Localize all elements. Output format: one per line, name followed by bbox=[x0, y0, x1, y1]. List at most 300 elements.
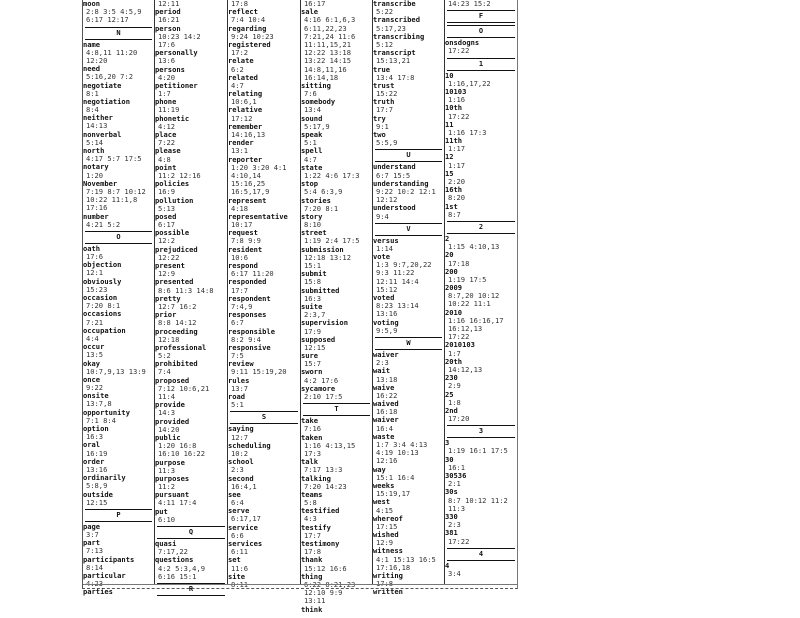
page-line-reference: 10:6 bbox=[231, 252, 249, 262]
page-line-reference: 2:10 17:5 bbox=[304, 392, 343, 401]
page-line-reference: 4:7 bbox=[304, 154, 317, 164]
page-line-reference: 6:11 bbox=[231, 547, 249, 557]
index-term: testified bbox=[301, 506, 340, 516]
page-line-reference: 2:3,7 bbox=[304, 310, 326, 320]
page-line-reference: 5:8,9 bbox=[86, 481, 108, 491]
index-column bbox=[445, 0, 517, 584]
page-line-reference: 12:20 bbox=[86, 55, 108, 65]
page-line-reference: 17:6 bbox=[86, 252, 104, 262]
index-term: representative bbox=[228, 211, 288, 221]
letter-section-header: U bbox=[375, 149, 442, 162]
index-term: period bbox=[155, 7, 181, 17]
index-term: neither bbox=[83, 113, 113, 123]
page-line-reference: 14:13 bbox=[86, 121, 108, 131]
index-term: submit bbox=[301, 269, 327, 279]
index-term: two bbox=[373, 130, 386, 139]
page-line-reference: 4:16 6:1,6,3 bbox=[304, 15, 356, 25]
page-line-reference: 5:2 bbox=[158, 351, 171, 361]
page-line-reference: 5:1 bbox=[304, 138, 317, 148]
letter-section-header: N bbox=[85, 27, 152, 40]
page-line-reference: 7:12 10:6,21 bbox=[158, 383, 210, 393]
index-term: north bbox=[83, 146, 105, 155]
index-term: policies bbox=[155, 179, 190, 189]
page-line-reference: 16:1 bbox=[448, 462, 466, 472]
index-term: number bbox=[83, 211, 109, 221]
page-line-reference: 15:19,17 bbox=[376, 489, 411, 499]
page-bottom-rule bbox=[83, 584, 517, 585]
page-line-reference: 12:9 bbox=[158, 269, 176, 279]
index-term: responses bbox=[228, 310, 267, 320]
index-term: 11 bbox=[445, 119, 454, 129]
index-page bbox=[82, 0, 518, 614]
index-term: provide bbox=[155, 400, 185, 410]
page-line-reference: 4:18 bbox=[231, 203, 249, 213]
page-line-reference: 8:8 14:12 bbox=[158, 318, 197, 328]
index-term: sitting bbox=[301, 80, 331, 90]
page-line-reference: 2:20 bbox=[448, 177, 466, 186]
page-line-reference: 6:22 8:21,23 bbox=[304, 579, 356, 589]
index-term: supervision bbox=[301, 318, 348, 328]
page-line-reference: 16:21 bbox=[158, 15, 180, 25]
index-term: resident bbox=[228, 244, 263, 254]
page-line-reference: 9:24 10:23 bbox=[231, 31, 274, 41]
page-line-reference: 10:17 bbox=[231, 220, 253, 230]
page-line-reference: 13:4 17:8 bbox=[376, 72, 415, 82]
page-line-reference: 3:4 bbox=[448, 568, 461, 578]
index-term: registered bbox=[228, 39, 271, 49]
page-line-reference: 12:18 bbox=[158, 334, 180, 344]
index-term: professional bbox=[155, 342, 207, 352]
index-term: petitioner bbox=[155, 80, 198, 90]
page-line-reference: 16:14,18 bbox=[304, 72, 339, 82]
index-term: teams bbox=[301, 489, 323, 499]
page-line-reference: 6:2 bbox=[231, 64, 244, 74]
index-term: phone bbox=[155, 97, 177, 107]
index-term: 2nd bbox=[445, 405, 458, 415]
index-term: transcribing bbox=[373, 31, 425, 41]
index-term: saying bbox=[228, 424, 254, 434]
index-term: outside bbox=[83, 489, 113, 499]
index-term: testify bbox=[301, 522, 331, 532]
index-term: 20th bbox=[445, 356, 463, 366]
index-term: onsite bbox=[83, 391, 109, 401]
page-line-reference: 4:20 bbox=[158, 72, 176, 82]
index-term: writing bbox=[373, 571, 403, 580]
letter-section-header: R bbox=[157, 583, 225, 596]
page-line-reference: 2:3 bbox=[448, 520, 461, 530]
page-line-reference: 1:22 4:6 17:3 bbox=[304, 170, 360, 180]
index-term: related bbox=[228, 72, 258, 82]
page-line-reference: 7:16 bbox=[304, 424, 322, 434]
page-line-reference: 5:1 bbox=[231, 400, 244, 410]
index-term: proceeding bbox=[155, 326, 198, 336]
page-line-reference: 16:12,13 bbox=[448, 324, 483, 333]
index-term: page bbox=[83, 521, 101, 531]
page-line-reference: 2:9 bbox=[448, 381, 461, 391]
index-term: truth bbox=[373, 97, 395, 107]
page-line-reference: 9:22 bbox=[86, 383, 104, 393]
index-term: serve bbox=[228, 506, 250, 516]
page-line-reference: 15:1 bbox=[304, 261, 322, 270]
page-line-reference: 14:3 bbox=[158, 408, 176, 418]
index-term: relate bbox=[228, 56, 254, 66]
page-line-reference: 2:3 bbox=[231, 465, 244, 475]
index-term: order bbox=[83, 456, 105, 466]
page-line-reference: 1:16 bbox=[448, 95, 466, 105]
page-line-reference: 1:16 17:3 bbox=[448, 127, 487, 137]
page-line-reference: 17:16 bbox=[86, 203, 108, 213]
page-line-reference: 4:7 bbox=[231, 80, 244, 90]
page-line-reference: 6:17,17 bbox=[231, 514, 261, 524]
index-term: moon bbox=[83, 0, 101, 8]
index-term: true bbox=[373, 64, 391, 74]
page-line-reference: 7:13 bbox=[86, 546, 104, 556]
page-line-reference: 13:7,8 bbox=[86, 399, 112, 409]
page-line-reference: 7:21 bbox=[86, 317, 104, 327]
page-line-reference: 1:14 bbox=[376, 243, 394, 253]
page-line-reference: 6:6 bbox=[231, 530, 244, 540]
index-term: 1st bbox=[445, 201, 458, 211]
page-line-reference: 2:1 bbox=[448, 479, 461, 489]
index-term: 10103 bbox=[445, 86, 467, 96]
page-line-reference: 16:9 bbox=[158, 187, 176, 197]
index-term: taken bbox=[301, 432, 323, 442]
page-line-reference: 8:10 bbox=[304, 220, 322, 230]
page-line-reference: 11:3 bbox=[158, 465, 176, 475]
page-line-reference: 15:7 bbox=[304, 359, 322, 369]
index-term: 2010103 bbox=[445, 340, 475, 350]
index-term: voted bbox=[373, 293, 395, 302]
letter-section-header: O bbox=[447, 25, 515, 38]
index-term: sycamore bbox=[301, 383, 336, 393]
page-line-reference: 7:4 bbox=[158, 367, 171, 377]
index-term: occupation bbox=[83, 325, 126, 335]
index-term: understand bbox=[373, 162, 416, 172]
page-line-reference: 17:8 bbox=[376, 579, 394, 589]
index-term: spell bbox=[301, 146, 323, 156]
index-term: occur bbox=[83, 342, 105, 352]
index-term: present bbox=[155, 261, 185, 270]
page-line-reference: 17:22 bbox=[448, 332, 470, 342]
index-term: occasions bbox=[83, 309, 122, 319]
index-term: represent bbox=[228, 195, 267, 205]
index-term: think bbox=[301, 604, 323, 614]
index-term: rules bbox=[228, 375, 250, 385]
index-column bbox=[228, 0, 300, 589]
index-term: understanding bbox=[373, 178, 429, 188]
page-line-reference: 1:16 16:16,17 bbox=[448, 315, 504, 325]
page-line-reference: 11:6 bbox=[231, 563, 249, 573]
index-term: thank bbox=[301, 555, 323, 565]
index-term: negotiate bbox=[83, 80, 122, 90]
index-term: particular bbox=[83, 571, 126, 580]
page-line-reference: 1:7 bbox=[158, 89, 171, 99]
letter-section-header: W bbox=[375, 337, 442, 350]
page-line-reference: 4:21 5:2 bbox=[86, 219, 121, 229]
index-term: 381 bbox=[445, 528, 458, 538]
page-line-reference: 16:17 bbox=[304, 0, 326, 8]
page-line-reference: 15:12 16:6 bbox=[304, 563, 347, 573]
index-term: opportunity bbox=[83, 407, 130, 417]
page-line-reference: 7:4 10:4 bbox=[231, 15, 266, 25]
index-term: versus bbox=[373, 235, 399, 245]
index-term: 30536 bbox=[445, 471, 467, 480]
page-line-reference: 8:7 bbox=[448, 209, 461, 219]
index-term: wished bbox=[373, 530, 399, 540]
page-line-reference: 15:1 16:4 bbox=[376, 472, 415, 482]
index-term: option bbox=[83, 424, 109, 433]
page-line-reference: 13:6 bbox=[158, 56, 176, 66]
page-line-reference: 8:6 11:3 14:8 bbox=[158, 285, 214, 295]
page-line-reference: 7:8 9:9 bbox=[231, 236, 261, 246]
page-line-reference: 1:7 3:4 4:13 bbox=[376, 440, 428, 449]
page-line-reference: 9:11 15:19,20 bbox=[231, 367, 287, 377]
index-term: waive bbox=[373, 382, 395, 392]
page-line-reference: 7:4,9 bbox=[231, 301, 253, 311]
index-column bbox=[373, 0, 444, 597]
index-term: sound bbox=[301, 113, 323, 123]
index-term: need bbox=[83, 64, 101, 74]
index-term: persons bbox=[155, 64, 185, 74]
index-term: sure bbox=[301, 351, 319, 361]
page-line-reference: 3:7 bbox=[86, 530, 99, 540]
page-line-reference: 14:20 bbox=[158, 424, 180, 434]
page-line-reference: 13:18 bbox=[376, 374, 398, 384]
letter-section-header: S bbox=[230, 411, 298, 424]
letter-section-header: F bbox=[447, 10, 515, 23]
page-line-reference: 15:8 bbox=[304, 277, 322, 287]
index-term: request bbox=[228, 228, 258, 238]
page-line-reference: 4:15 bbox=[376, 505, 394, 515]
page-line-reference: 12:15 bbox=[304, 342, 326, 352]
index-term: 2 bbox=[445, 233, 450, 243]
index-term: 30s bbox=[445, 487, 458, 497]
index-term: participants bbox=[83, 554, 135, 564]
page-line-reference: 4:8 bbox=[158, 154, 171, 164]
page-line-reference: 5:16,20 7:2 bbox=[86, 72, 133, 82]
page-line-reference: 8:11 bbox=[231, 579, 249, 589]
page-line-reference: 15:22 bbox=[376, 89, 398, 99]
index-term: respond bbox=[228, 261, 258, 270]
letter-section-header: Q bbox=[157, 526, 225, 539]
page-line-reference: 8:7,20 10:12 bbox=[448, 291, 500, 301]
index-term: ordinarily bbox=[83, 473, 126, 483]
index-term: posed bbox=[155, 211, 177, 221]
index-term: west bbox=[373, 497, 391, 507]
page-line-reference: 15:12 bbox=[376, 284, 398, 294]
page-line-reference: 17:7 bbox=[231, 285, 249, 295]
index-term: November bbox=[83, 178, 118, 188]
index-term: weeks bbox=[373, 480, 395, 490]
page-line-reference: 9:1 bbox=[376, 121, 389, 131]
index-term: transcript bbox=[373, 48, 416, 58]
page-line-reference: 6:16 15:1 bbox=[158, 571, 197, 581]
index-term: submitted bbox=[301, 285, 340, 295]
page-line-reference: 7:1 8:4 bbox=[86, 415, 116, 425]
page-line-reference: 15:23 bbox=[86, 284, 108, 294]
page-line-reference: 10:6,1 bbox=[231, 97, 257, 107]
page-line-reference: 13:5 bbox=[86, 350, 104, 360]
index-term: place bbox=[155, 130, 177, 139]
index-term: vote bbox=[373, 252, 391, 262]
index-term: remember bbox=[228, 121, 263, 131]
page-line-reference: 6:17 bbox=[158, 220, 176, 230]
page-line-reference: 13:1 bbox=[231, 146, 249, 156]
index-term: part bbox=[83, 538, 101, 548]
page-line-reference: 5:14 bbox=[86, 137, 104, 147]
page-line-reference: 1:16 4:13,15 bbox=[304, 440, 356, 450]
letter-section-header: T bbox=[303, 403, 370, 416]
page-line-reference: 6:4 bbox=[231, 498, 244, 508]
page-line-reference: 16:19 bbox=[86, 448, 108, 458]
index-term: 2010 bbox=[445, 307, 463, 317]
page-line-reference: 16:3 bbox=[304, 293, 322, 303]
index-term: prior bbox=[155, 310, 177, 320]
index-term: witness bbox=[373, 546, 403, 556]
page-line-reference: 11:3 bbox=[448, 503, 466, 513]
page-line-reference: 7:20 8:1 bbox=[304, 203, 339, 213]
index-term: okay bbox=[83, 358, 101, 368]
index-term: name bbox=[83, 39, 101, 49]
index-term: render bbox=[228, 138, 254, 148]
index-term: 10 bbox=[445, 70, 454, 80]
index-term: sworn bbox=[301, 367, 323, 377]
page-line-reference: 4:8,11 11:20 bbox=[86, 47, 138, 57]
page-line-reference: 4:12 bbox=[158, 121, 176, 131]
page-line-reference: 9:4 bbox=[376, 211, 389, 221]
index-term: 10th bbox=[445, 103, 463, 113]
page-line-reference: 6:7 bbox=[231, 318, 244, 328]
page-line-reference: 9:5,9 bbox=[376, 325, 398, 335]
page-line-reference: 14:23 15:2 bbox=[448, 0, 491, 8]
page-line-reference: 15:16,25 bbox=[231, 179, 266, 189]
index-term: negotiation bbox=[83, 96, 130, 106]
index-term: supposed bbox=[301, 334, 336, 344]
page-line-reference: 6:10 bbox=[158, 514, 176, 524]
page-line-reference: 10:22 11:1,8 bbox=[86, 195, 138, 205]
page-line-reference: 9:22 10:2 12:1 bbox=[376, 186, 436, 196]
page-line-reference: 6:17 12:17 bbox=[86, 15, 129, 25]
index-term: services bbox=[228, 539, 263, 548]
index-term: written bbox=[373, 587, 403, 597]
page-line-reference: 16:5,17,9 bbox=[231, 187, 270, 197]
page-line-reference: 14:16,13 bbox=[231, 130, 266, 139]
index-term: sale bbox=[301, 7, 319, 17]
page-line-reference: 5:17,23 bbox=[376, 23, 406, 33]
page-line-reference: 12:9 bbox=[376, 538, 394, 548]
index-term: understood bbox=[373, 203, 416, 213]
index-term: oath bbox=[83, 243, 101, 253]
letter-section-header: V bbox=[375, 223, 442, 236]
index-term: service bbox=[228, 522, 258, 532]
index-term: obviously bbox=[83, 276, 122, 286]
letter-section-header: O bbox=[85, 231, 152, 244]
page-line-reference: 1:17 bbox=[448, 144, 466, 154]
index-term: suite bbox=[301, 301, 323, 311]
index-term: set bbox=[228, 555, 241, 565]
page-line-reference: 16:10 16:22 bbox=[158, 449, 205, 459]
page-line-reference: 12:22 bbox=[158, 252, 180, 262]
index-term: nonverbal bbox=[83, 129, 122, 139]
page-line-reference: 6:7 15:5 bbox=[376, 170, 411, 180]
page-line-reference: 1:19 17:5 bbox=[448, 274, 487, 284]
index-term: onsdogns bbox=[445, 38, 480, 48]
index-term: once bbox=[83, 374, 101, 384]
index-term: reflect bbox=[228, 7, 258, 17]
index-term: submission bbox=[301, 244, 344, 254]
page-line-reference: 5:5,9 bbox=[376, 138, 398, 148]
index-term: somebody bbox=[301, 97, 336, 107]
index-term: scheduling bbox=[228, 440, 271, 450]
page-line-reference: 10:23 14:2 bbox=[158, 31, 201, 41]
page-line-reference: 7:5 bbox=[231, 351, 244, 361]
index-term: prejudiced bbox=[155, 244, 198, 254]
index-term: 30 bbox=[445, 454, 454, 464]
page-line-reference: 12:15 bbox=[86, 497, 108, 507]
index-term: provided bbox=[155, 416, 190, 426]
index-term: 2009 bbox=[445, 283, 463, 293]
page-line-reference: 12:11 14:4 bbox=[376, 276, 419, 286]
page-line-reference: 17:22 bbox=[448, 536, 470, 546]
page-line-reference: 4:17 5:7 17:5 bbox=[86, 154, 142, 164]
page-line-reference: 12:2 bbox=[158, 236, 176, 246]
page-line-reference: 13:11 bbox=[304, 596, 326, 606]
page-line-reference: 7:21,24 11:6 bbox=[304, 31, 356, 41]
index-term: occasion bbox=[83, 293, 118, 302]
index-term: objection bbox=[83, 260, 122, 270]
page-line-reference: 5:4 6:3,9 bbox=[304, 187, 343, 197]
index-term: respondent bbox=[228, 293, 271, 303]
page-line-reference: 17:8 bbox=[304, 547, 322, 557]
page-line-reference: 17:22 bbox=[448, 46, 470, 56]
page-line-reference: 8:1 bbox=[86, 88, 99, 98]
page-line-reference: 4:3 bbox=[304, 514, 317, 524]
page-line-reference: 6:11,22,23 bbox=[304, 23, 347, 33]
index-term: whereof bbox=[373, 513, 403, 523]
index-term: talk bbox=[301, 457, 319, 467]
page-line-reference: 13:22 14:15 bbox=[304, 56, 351, 66]
index-term: prohibited bbox=[155, 359, 198, 369]
letter-section-header: 3 bbox=[447, 425, 515, 438]
index-term: school bbox=[228, 457, 254, 467]
page-line-reference: 1:19 2:4 17:5 bbox=[304, 236, 360, 246]
index-term: waiver bbox=[373, 349, 399, 359]
index-term: road bbox=[228, 392, 246, 401]
index-term: notary bbox=[83, 162, 109, 172]
index-term: thing bbox=[301, 571, 323, 581]
page-line-reference: 8:23 13:14 bbox=[376, 301, 419, 311]
page-line-reference: 11:2 12:16 bbox=[158, 170, 201, 180]
index-term: 3 bbox=[445, 438, 450, 448]
index-term: transcribed bbox=[373, 15, 420, 25]
index-term: presented bbox=[155, 277, 194, 287]
page-line-reference: 16:22 bbox=[376, 390, 398, 400]
index-term: speak bbox=[301, 130, 323, 139]
page-line-reference: 14:8,11,16 bbox=[304, 64, 347, 74]
page-line-reference: 5:17,9 bbox=[304, 121, 330, 131]
index-term: state bbox=[301, 162, 323, 172]
index-column bbox=[301, 0, 372, 614]
page-line-reference: 10:2 bbox=[231, 448, 249, 458]
page-line-reference: 15:13,21 bbox=[376, 56, 411, 66]
page-line-reference: 9:3 11:22 bbox=[376, 268, 415, 278]
page-line-reference: 4:2 5:3,4,9 bbox=[158, 563, 205, 573]
page-line-reference: 4:11 17:4 bbox=[158, 498, 197, 508]
index-term: trust bbox=[373, 80, 395, 90]
page-line-reference: 4:4 bbox=[86, 333, 99, 343]
index-term: stories bbox=[301, 195, 331, 205]
index-term: 4 bbox=[445, 560, 450, 570]
